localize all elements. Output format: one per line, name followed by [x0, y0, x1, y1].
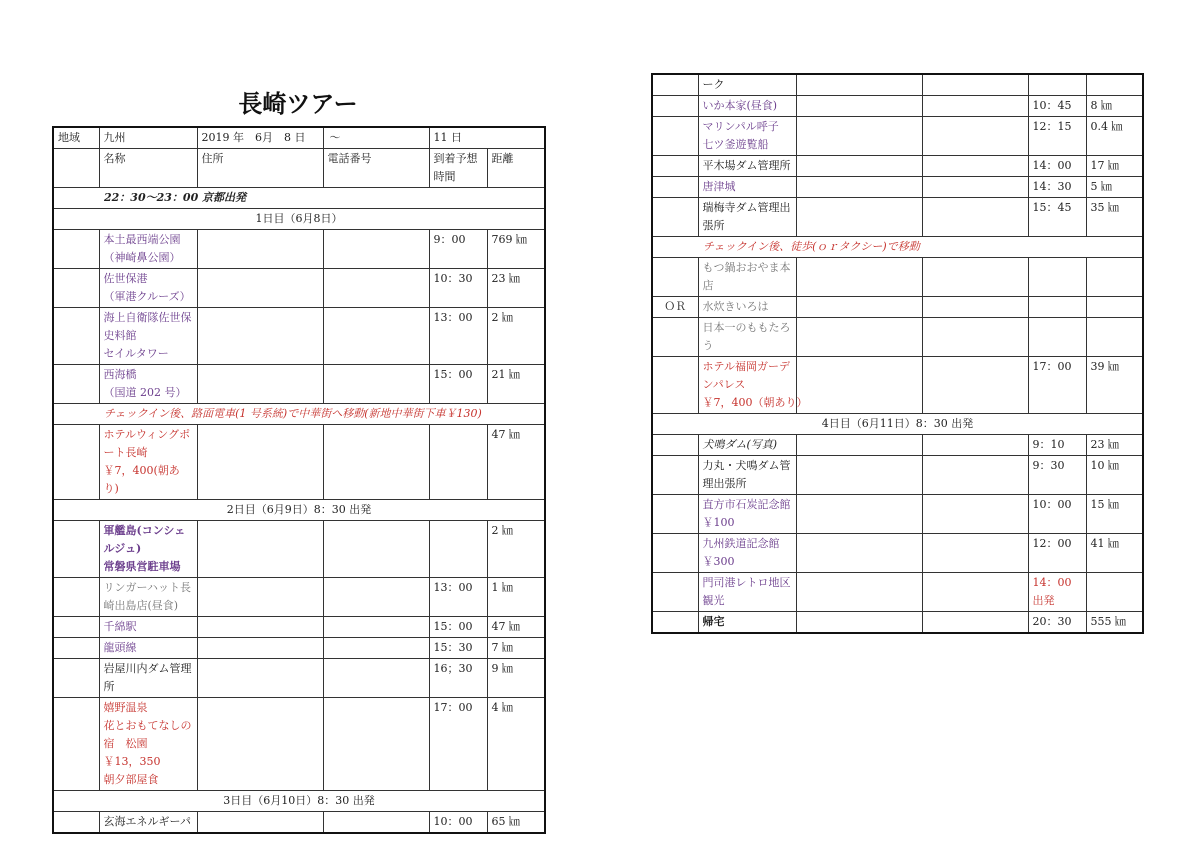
arrival-time: 12：00: [1028, 534, 1086, 573]
arrival-time: 13：00: [429, 308, 487, 365]
table-row: [53, 230, 545, 269]
table-row: [652, 297, 1143, 318]
distance: 9 ㎞: [487, 659, 545, 698]
place-name: 海上自衛隊佐世保 史料館 セイルタワー: [99, 308, 197, 365]
table-row: [53, 365, 545, 404]
table-row: [652, 258, 1143, 297]
place-name: 日本一のももたろ う: [698, 318, 796, 357]
place-name: ーク: [698, 74, 796, 96]
table-row: [53, 659, 545, 698]
arrival-time: 16；30: [429, 659, 487, 698]
place-name: 帰宅: [698, 612, 796, 634]
arrival-time: 10：45: [1028, 96, 1086, 117]
note-row-checkin: [652, 237, 1143, 258]
or-label: ＯＲ: [652, 297, 698, 318]
arrival-time: 14：30: [1028, 177, 1086, 198]
checkin-note: チェックイン後、路面電車(1 号系統)で中華街へ移動(新地中華街下車￥130): [53, 404, 545, 425]
distance: 5 ㎞: [1086, 177, 1143, 198]
place-name: いか本家(昼食): [698, 96, 796, 117]
table-row: [53, 812, 545, 834]
distance: 7 ㎞: [487, 638, 545, 659]
hotel-name: ホテル福岡ガーデ ンパレス ￥7，400（朝あり）: [698, 357, 796, 414]
date-tilde-cell: [323, 127, 429, 149]
table-row: [53, 617, 545, 638]
date-end: 11 日: [433, 131, 462, 144]
header-blank-cell: [53, 149, 99, 188]
place-name: 西海橋 （国道 202 号）: [99, 365, 197, 404]
col-header-arrival: 到着予想時間: [429, 149, 487, 188]
table-row: [652, 74, 1143, 96]
table-row: [652, 198, 1143, 237]
arrival-time: 14：00: [1028, 156, 1086, 177]
arrival-time: 15：30: [429, 638, 487, 659]
region-label: 地域: [58, 131, 80, 144]
region-value: 九州: [103, 131, 126, 144]
table-row: [53, 521, 545, 578]
place-name: 犬鳴ダム(写真): [698, 435, 796, 456]
arrival-time: 9：30: [1028, 456, 1086, 495]
day-header-row-3: [53, 791, 545, 812]
day1-header: 1日目（6月8日）: [53, 209, 545, 230]
table-row: [53, 578, 545, 617]
distance: 23 ㎞: [487, 269, 545, 308]
place-name: 玄海エネルギーパ: [99, 812, 197, 834]
distance: 769 ㎞: [487, 230, 545, 269]
header-row-region: [53, 127, 545, 149]
col-header-distance: 距離: [487, 149, 545, 188]
table-row: [652, 96, 1143, 117]
distance: 23 ㎞: [1086, 435, 1143, 456]
page-title: 長崎ツアー: [238, 90, 358, 118]
table-row: [652, 435, 1143, 456]
place-name: 力丸・犬鳴ダム管 理出張所: [698, 456, 796, 495]
place-name: マリンパル呼子 七ツ釜遊覧船: [698, 117, 796, 156]
table-row: [652, 612, 1143, 634]
arrival-time: 15：00: [429, 617, 487, 638]
checkin-note: チェックイン後、徒歩(ｏｒタクシー)で移動: [652, 237, 1143, 258]
distance: 4 ㎞: [487, 698, 545, 791]
date-start-cell: [197, 127, 323, 149]
table-row: [652, 573, 1143, 612]
date-end-cell: [429, 127, 545, 149]
note-row-checkin: [53, 404, 545, 425]
table-row: [652, 117, 1143, 156]
day2-header: 2日目（6月9日）8：30 出発: [53, 500, 545, 521]
place-name: リンガーハット長 崎出島店(昼食): [99, 578, 197, 617]
day-header-row-1: [53, 209, 545, 230]
place-name: 九州鉄道記念館 ￥300: [698, 534, 796, 573]
hotel-name: ホテルウィングポ ート長崎 ￥7，400(朝あり): [99, 425, 197, 500]
distance: 1 ㎞: [487, 578, 545, 617]
distance: 2 ㎞: [487, 308, 545, 365]
date-tilde: ～: [329, 131, 341, 144]
place-name: 瑞梅寺ダム管理出 張所: [698, 198, 796, 237]
region-value-cell: [99, 127, 197, 149]
day-header-row-2: [53, 500, 545, 521]
table-row: [53, 425, 545, 500]
arrival-time: 17：00: [1028, 357, 1086, 414]
col-header-name: 名称: [99, 149, 197, 188]
header-row-columns: [53, 149, 545, 188]
table-row: [652, 318, 1143, 357]
note-row-depart: [53, 188, 545, 209]
schedule-table-right: [651, 73, 1144, 634]
table-row: [53, 698, 545, 791]
table-row: [652, 357, 1143, 414]
day3-header: 3日目（6月10日）8：30 出発: [53, 791, 545, 812]
arrival-time: 9：00: [429, 230, 487, 269]
day4-header: 4日目（6月11日）8：30 出発: [652, 414, 1143, 435]
distance: 15 ㎞: [1086, 495, 1143, 534]
distance: 47 ㎞: [487, 617, 545, 638]
arrival-time: 9：10: [1028, 435, 1086, 456]
distance: 65 ㎞: [487, 812, 545, 834]
schedule-table-left: [52, 126, 546, 834]
distance: 8 ㎞: [1086, 96, 1143, 117]
region-label-cell: [53, 127, 99, 149]
place-name: 岩屋川内ダム管理 所: [99, 659, 197, 698]
place-name: 龍頭線: [99, 638, 197, 659]
distance: 41 ㎞: [1086, 534, 1143, 573]
distance: 0.4 ㎞: [1086, 117, 1143, 156]
table-row: [53, 308, 545, 365]
arrival-time: 10：00: [429, 812, 487, 834]
table-row: [53, 638, 545, 659]
col-header-phone: 電話番号: [323, 149, 429, 188]
depart-note: 22：30～23：00 京都出発: [53, 188, 545, 209]
col-header-address: 住所: [197, 149, 323, 188]
distance: 39 ㎞: [1086, 357, 1143, 414]
arrival-time: 14：00 出発: [1028, 573, 1086, 612]
distance: 35 ㎞: [1086, 198, 1143, 237]
day-header-row-4: [652, 414, 1143, 435]
table-row: [652, 534, 1143, 573]
distance: 21 ㎞: [487, 365, 545, 404]
place-name: 水炊きいろは: [698, 297, 796, 318]
distance: 17 ㎞: [1086, 156, 1143, 177]
table-row: [652, 495, 1143, 534]
arrival-time: 15：45: [1028, 198, 1086, 237]
distance: 2 ㎞: [487, 521, 545, 578]
arrival-time: 15：00: [429, 365, 487, 404]
distance: 10 ㎞: [1086, 456, 1143, 495]
arrival-time: 13：00: [429, 578, 487, 617]
date-start: 2019 年 6月 8 日: [201, 131, 306, 144]
table-row: [652, 177, 1143, 198]
place-name: 本土最西端公園 （神崎鼻公園）: [99, 230, 197, 269]
arrival-time: 20：30: [1028, 612, 1086, 634]
place-name: もつ鍋おおやま本 店: [698, 258, 796, 297]
place-name: 唐津城: [698, 177, 796, 198]
table-row: [652, 156, 1143, 177]
place-name: 直方市石炭記念館 ￥100: [698, 495, 796, 534]
arrival-time: 17：00: [429, 698, 487, 791]
table-row: [652, 456, 1143, 495]
arrival-time: 12：15: [1028, 117, 1086, 156]
place-name: 軍艦島(コンシェ ルジュ) 常磐県営駐車場: [99, 521, 197, 578]
place-name: 平木場ダム管理所: [698, 156, 796, 177]
place-name: 千綿駅: [99, 617, 197, 638]
table-row: [53, 269, 545, 308]
distance: 47 ㎞: [487, 425, 545, 500]
distance: 555 ㎞: [1086, 612, 1143, 634]
place-name: 門司港レトロ地区 観光: [698, 573, 796, 612]
place-name: 佐世保港 （軍港クルーズ）: [99, 269, 197, 308]
arrival-time: 10：30: [429, 269, 487, 308]
arrival-time: 10：00: [1028, 495, 1086, 534]
hotel-name: 嬉野温泉 花とおもてなしの 宿 松園 ￥13，350 朝夕部屋食: [99, 698, 197, 791]
